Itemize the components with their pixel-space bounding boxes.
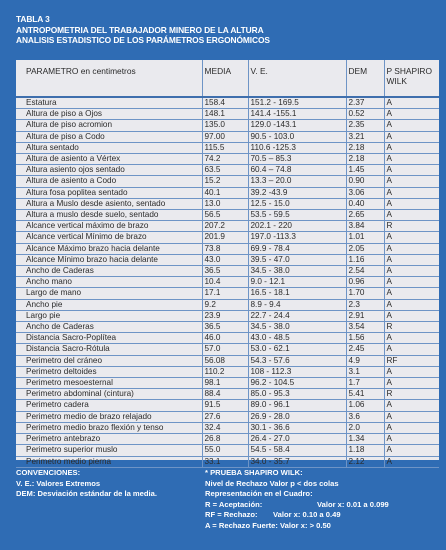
cell-parametro: Perimetro del cráneo (16, 355, 202, 366)
cell-shapiro: A (384, 131, 439, 142)
cell-parametro: Estatura (16, 97, 202, 109)
shapiro-legend-block (205, 468, 440, 531)
cell-shapiro: R (384, 389, 439, 400)
cell-ve: 108 - 112.3 (248, 366, 346, 377)
cell-media: 15.2 (202, 176, 248, 187)
table-row (16, 176, 439, 187)
cell-parametro: Alcance vertical Mínimo de brazo (16, 232, 202, 243)
cell-parametro: Perimetro antebrazo (16, 434, 202, 445)
table-row (16, 120, 439, 131)
cell-ve: 151.2 - 169.5 (248, 97, 346, 109)
cell-ve: 16.5 - 18.1 (248, 288, 346, 299)
table-row (16, 277, 439, 288)
header-shapiro-line1: P SHAPIRO (386, 66, 432, 76)
cell-shapiro: A (384, 254, 439, 265)
cell-dem: 1.70 (346, 288, 384, 299)
cell-dem: 0.96 (346, 277, 384, 288)
table-row (16, 232, 439, 243)
cell-shapiro: A (384, 109, 439, 120)
cell-dem: 3.06 (346, 187, 384, 198)
cell-dem: 2.18 (346, 154, 384, 165)
cell-parametro: Ancho de Caderas (16, 322, 202, 333)
cell-ve: 110.6 -125.3 (248, 142, 346, 153)
cell-ve: 39.2 -43.9 (248, 187, 346, 198)
cell-shapiro: A (384, 366, 439, 377)
cell-ve: 129.0 -143.1 (248, 120, 346, 131)
cell-dem: 1.7 (346, 378, 384, 389)
cell-shapiro: A (384, 277, 439, 288)
cell-parametro: Perimetro medio de brazo relajado (16, 411, 202, 422)
table-row (16, 434, 439, 445)
cell-dem: 2.37 (346, 97, 384, 109)
cell-media: 201.9 (202, 232, 248, 243)
cell-ve: 26.4 - 27.0 (248, 434, 346, 445)
cell-media: 36.5 (202, 322, 248, 333)
cell-parametro: Altura de piso acromion (16, 120, 202, 131)
cell-parametro: Perimetro medio pierna (16, 456, 202, 467)
table-row (16, 221, 439, 232)
table-row (16, 142, 439, 153)
cell-dem: 2.65 (346, 210, 384, 221)
cell-ve: 53.0 - 62.1 (248, 344, 346, 355)
table-title: ANTROPOMETRIA DEL TRABAJADOR MINERO DE LA ALTURA (16, 24, 264, 35)
cell-media: 32.4 (202, 422, 248, 433)
table-row (16, 344, 439, 355)
cell-media: 33.1 (202, 456, 248, 467)
cell-media: 74.2 (202, 154, 248, 165)
cell-ve: 34.0 - 35.7 (248, 456, 346, 467)
table-number: TABLA 3 (16, 14, 50, 24)
cell-ve: 22.7 - 24.4 (248, 310, 346, 321)
cell-media: 43.0 (202, 254, 248, 265)
cell-parametro: Largo de mano (16, 288, 202, 299)
cell-dem: 3.54 (346, 322, 384, 333)
shapiro-r (205, 500, 440, 511)
shapiro-rf (205, 510, 440, 521)
cell-shapiro: RF (384, 355, 439, 366)
cell-dem: 1.56 (346, 333, 384, 344)
cell-parametro: Ancho de Caderas (16, 266, 202, 277)
table-row (16, 109, 439, 120)
cell-parametro: Perimetro mesoesternal (16, 378, 202, 389)
table-row (16, 400, 439, 411)
cell-media: 57.0 (202, 344, 248, 355)
table-row (16, 333, 439, 344)
table-row (16, 131, 439, 142)
table-row (16, 389, 439, 400)
cell-parametro: Perimetro cadera (16, 400, 202, 411)
cell-media: 63.5 (202, 165, 248, 176)
cell-media: 207.2 (202, 221, 248, 232)
cell-shapiro: A (384, 411, 439, 422)
cell-shapiro: A (384, 97, 439, 109)
cell-ve: 85.0 - 95.3 (248, 389, 346, 400)
conventions-title: CONVENCIONES: (16, 468, 81, 477)
cell-ve: 60.4 – 74.8 (248, 165, 346, 176)
cell-shapiro: A (384, 198, 439, 209)
cell-dem: 2.0 (346, 422, 384, 433)
cell-media: 27.6 (202, 411, 248, 422)
table-row (16, 288, 439, 299)
cell-dem: 3.84 (346, 221, 384, 232)
cell-shapiro: A (384, 456, 439, 467)
shapiro-title: * PRUEBA SHAPIRO WILK: (205, 468, 303, 477)
table-row (16, 310, 439, 321)
table-row (16, 445, 439, 456)
table-row (16, 97, 439, 109)
cell-shapiro: A (384, 154, 439, 165)
cell-ve: 54.3 - 57.6 (248, 355, 346, 366)
cell-ve: 54.5 - 58.4 (248, 445, 346, 456)
cell-ve: 30.1 - 36.6 (248, 422, 346, 433)
cell-parametro: Altura de asiento a Codo (16, 176, 202, 187)
cell-ve: 8.9 - 9.4 (248, 299, 346, 310)
cell-media: 98.1 (202, 378, 248, 389)
data-table-panel (16, 60, 439, 466)
cell-media: 158.4 (202, 97, 248, 109)
cell-shapiro: A (384, 243, 439, 254)
cell-ve: 96.2 - 104.5 (248, 378, 346, 389)
cell-ve: 34.5 - 38.0 (248, 266, 346, 277)
cell-parametro: Altura a muslo desde suelo, sentado (16, 210, 202, 221)
cell-dem: 2.12 (346, 456, 384, 467)
cell-media: 40.1 (202, 187, 248, 198)
cell-shapiro: A (384, 299, 439, 310)
cell-media: 88.4 (202, 389, 248, 400)
cell-dem: 5.41 (346, 389, 384, 400)
cell-media: 97.00 (202, 131, 248, 142)
cell-parametro: Distancia Sacro-Poplítea (16, 333, 202, 344)
cell-media: 36.5 (202, 266, 248, 277)
cell-media: 73.8 (202, 243, 248, 254)
cell-parametro: Perimetro superior muslo (16, 445, 202, 456)
header-shapiro (384, 60, 439, 97)
cell-dem: 1.34 (346, 434, 384, 445)
cell-dem: 3.1 (346, 366, 384, 377)
cell-ve: 197.0 -113.3 (248, 232, 346, 243)
anthropometry-table (16, 60, 439, 468)
cell-dem: 0.52 (346, 109, 384, 120)
cell-media: 46.0 (202, 333, 248, 344)
cell-media: 9.2 (202, 299, 248, 310)
shapiro-r-label: R = Aceptación: (205, 499, 263, 509)
header-media: MEDIA (202, 60, 248, 97)
cell-parametro: Perimetro abdominal (cintura) (16, 389, 202, 400)
cell-ve: 13.3 – 20.0 (248, 176, 346, 187)
table-row (16, 165, 439, 176)
cell-media: 10.4 (202, 277, 248, 288)
cell-media: 26.8 (202, 434, 248, 445)
cell-shapiro: A (384, 434, 439, 445)
cell-dem: 2.18 (346, 142, 384, 153)
cell-ve: 69.9 - 78.4 (248, 243, 346, 254)
cell-parametro: Altura fosa poplitea sentado (16, 187, 202, 198)
table-row (16, 154, 439, 165)
cell-ve: 141.4 -155.1 (248, 109, 346, 120)
cell-dem: 2.05 (346, 243, 384, 254)
table-row (16, 366, 439, 377)
cell-parametro: Altura sentado (16, 142, 202, 153)
cell-shapiro: R (384, 221, 439, 232)
cell-dem: 3.6 (346, 411, 384, 422)
cell-parametro: Altura de piso a Ojos (16, 109, 202, 120)
cell-dem: 3.21 (346, 131, 384, 142)
table-row (16, 411, 439, 422)
cell-ve: 202.1 - 220 (248, 221, 346, 232)
cell-ve: 39.5 - 47.0 (248, 254, 346, 265)
cell-media: 115.5 (202, 142, 248, 153)
table-row (16, 198, 439, 209)
cell-ve: 43.0 - 48.5 (248, 333, 346, 344)
cell-media: 23.9 (202, 310, 248, 321)
cell-shapiro: A (384, 288, 439, 299)
table-row (16, 355, 439, 366)
cell-media: 110.2 (202, 366, 248, 377)
cell-dem: 2.35 (346, 120, 384, 131)
table-subtitle: ANALISIS ESTADISTICO DE LOS PARÁMETROS ERGONÓMICOS (16, 35, 270, 45)
cell-parametro: Perimetro medio brazo flexión y tenso (16, 422, 202, 433)
cell-media: 135.0 (202, 120, 248, 131)
table-row (16, 378, 439, 389)
shapiro-rf-label: RF = Rechazo: (205, 510, 258, 519)
cell-ve: 9.0 - 12.1 (248, 277, 346, 288)
cell-shapiro: A (384, 187, 439, 198)
cell-dem: 1.16 (346, 254, 384, 265)
cell-shapiro: A (384, 378, 439, 389)
conventions-dem: DEM: Desviación estándar de la media. (16, 489, 157, 498)
table-heading (16, 14, 436, 46)
table-header-row (16, 60, 439, 97)
cell-shapiro: A (384, 210, 439, 221)
cell-parametro: Ancho pie (16, 299, 202, 310)
shapiro-r-value: Valor x: 0.01 a 0.099 (317, 499, 389, 509)
cell-shapiro: A (384, 165, 439, 176)
cell-ve: 34.5 - 38.0 (248, 322, 346, 333)
table-row (16, 210, 439, 221)
header-dem: DEM (346, 60, 384, 97)
cell-parametro: Altura a Muslo desde asiento, sentado (16, 198, 202, 209)
shapiro-line2: Representación en el Cuadro: (205, 489, 313, 498)
header-parametro: PARAMETRO en centimetros (26, 66, 136, 76)
cell-dem: 2.91 (346, 310, 384, 321)
table-row (16, 243, 439, 254)
cell-parametro: Largo pie (16, 310, 202, 321)
conventions-block (16, 468, 196, 500)
cell-dem: 2.54 (346, 266, 384, 277)
cell-ve: 53.5 - 59.5 (248, 210, 346, 221)
cell-parametro: Perimetro deltoides (16, 366, 202, 377)
cell-dem: 1.18 (346, 445, 384, 456)
cell-parametro: Altura de piso a Codo (16, 131, 202, 142)
cell-parametro: Alcance Máximo brazo hacia delante (16, 243, 202, 254)
shapiro-line1: Nivel de Rechazo Valor p < dos colas (205, 478, 339, 488)
cell-shapiro: A (384, 333, 439, 344)
table-row (16, 187, 439, 198)
cell-dem: 2.45 (346, 344, 384, 355)
cell-shapiro: A (384, 400, 439, 411)
cell-shapiro: A (384, 232, 439, 243)
conventions-ve: V. E.: Valores Extremos (16, 478, 101, 488)
cell-shapiro: A (384, 445, 439, 456)
cell-media: 56.08 (202, 355, 248, 366)
cell-ve: 26.9 - 28.0 (248, 411, 346, 422)
cell-media: 13.0 (202, 198, 248, 209)
cell-parametro: Distancia Sacro-Rótula (16, 344, 202, 355)
shapiro-a: A = Rechazo Fuerte: Valor x: > 0.50 (205, 520, 331, 530)
table-row (16, 422, 439, 433)
cell-dem: 2.3 (346, 299, 384, 310)
table-row (16, 456, 439, 467)
cell-shapiro: A (384, 422, 439, 433)
cell-dem: 1.45 (346, 165, 384, 176)
cell-shapiro: A (384, 310, 439, 321)
cell-shapiro: A (384, 120, 439, 131)
cell-parametro: Alcance vertical máximo de brazo (16, 221, 202, 232)
cell-parametro: Alcance Mínimo brazo hacia delante (16, 254, 202, 265)
cell-shapiro: A (384, 142, 439, 153)
cell-shapiro: A (384, 176, 439, 187)
cell-dem: 0.90 (346, 176, 384, 187)
cell-parametro: Altura de asiento a Vértex (16, 154, 202, 165)
cell-ve: 70.5 – 85.3 (248, 154, 346, 165)
cell-shapiro: A (384, 266, 439, 277)
cell-dem: 0.40 (346, 198, 384, 209)
cell-parametro: Altura asiento ojos sentado (16, 165, 202, 176)
cell-media: 17.1 (202, 288, 248, 299)
table-row (16, 254, 439, 265)
cell-media: 55.0 (202, 445, 248, 456)
cell-shapiro: A (384, 344, 439, 355)
cell-dem: 1.01 (346, 232, 384, 243)
cell-ve: 90.5 - 103.0 (248, 131, 346, 142)
cell-dem: 1.06 (346, 400, 384, 411)
shapiro-rf-value: Valor x: 0.10 a 0.49 (273, 510, 341, 519)
cell-ve: 12.5 - 15.0 (248, 198, 346, 209)
cell-dem: 4.9 (346, 355, 384, 366)
header-shapiro-line2: WILK (386, 76, 407, 86)
cell-media: 91.5 (202, 400, 248, 411)
table-row (16, 299, 439, 310)
cell-ve: 89.0 - 96.1 (248, 400, 346, 411)
table-body (16, 97, 439, 467)
cell-media: 56.5 (202, 210, 248, 221)
cell-parametro: Ancho mano (16, 277, 202, 288)
cell-media: 148.1 (202, 109, 248, 120)
cell-shapiro: R (384, 322, 439, 333)
table-row (16, 266, 439, 277)
table-row (16, 322, 439, 333)
header-ve: V. E. (248, 60, 346, 97)
